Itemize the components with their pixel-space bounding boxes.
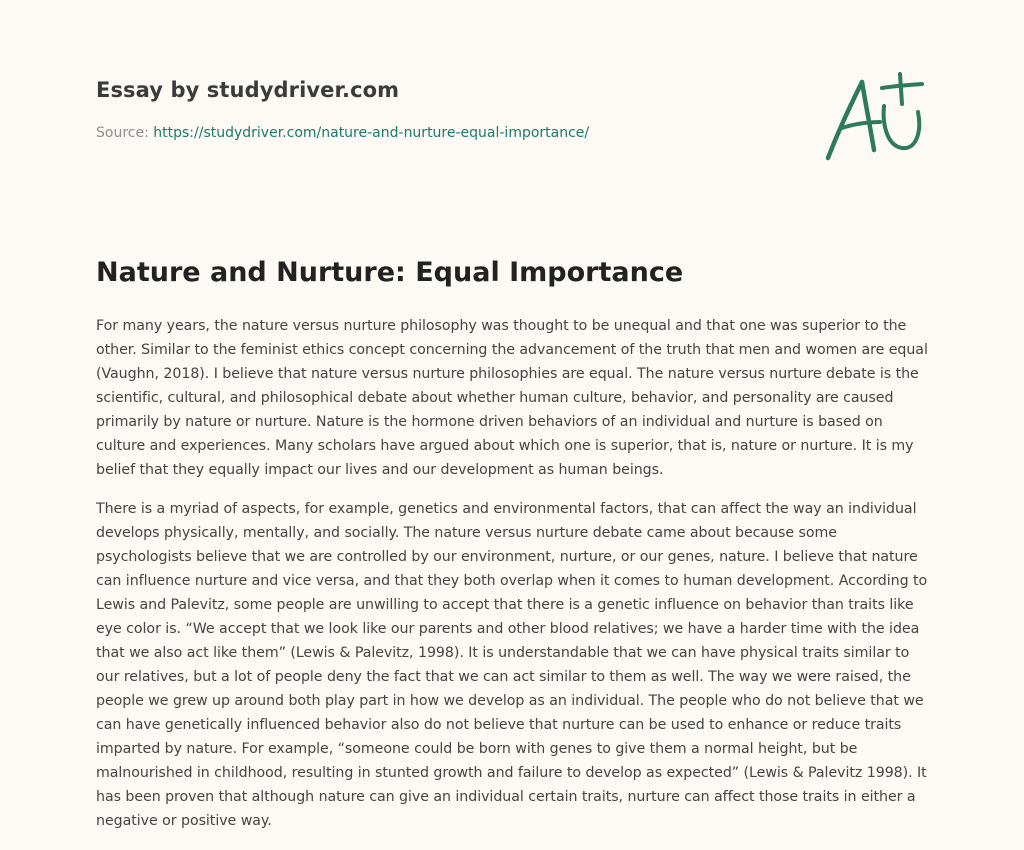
- article-body: [96, 314, 932, 848]
- source-link[interactable]: https://studydriver.com/nature-and-nurture-equal-importance/: [153, 125, 590, 141]
- document-header: [96, 76, 796, 143]
- article-title: Nature and Nurture: Equal Importance: [96, 257, 684, 288]
- brand-title: Essay by studydriver.com: [96, 78, 400, 102]
- paragraph: For many years, the nature versus nurture philosophy was thought to be unequal and that one was superior to the other. Similar to the feminist ethics concept concerning the advancement of the truth that men and women are equal (Vaughn, 2018). I believe that nature versus nurture philosophies are equal. The nature versus nurture debate is the scientific, cultural, and philosophical debate about whether human culture, behavior, and personality are caused primarily by nature or nurture. Nature is the hormone driven behaviors of an individual and nurture is based on culture and experiences. Many scholars have argued about which one is superior, that is, nature or nurture. It is my belief that they equally impact our lives and our development as human beings.: [96, 318, 928, 478]
- paragraph: There is a myriad of aspects, for example, genetics and environmental factors, that can affect the way an individual develops physically, mentally, and socially. The nature versus nurture debate came about because some psychologists believe that we are controlled by our environment, nurture, or our genes, nature. I believe that nature can influence nurture and vice versa, and that they both overlap when it comes to human development. According to Lewis and Palevitz, some people are unwilling to accept that there is a genetic influence on behavior than traits like eye color is. “We accept that we look like our parents and other blood relatives; we have a harder time with the idea that we also act like them” (Lewis & Palevitz, 1998). It is understandable that we can have physical traits similar to our relatives, but a lot of people deny the fact that we can act similar to them as well. The way we were raised, the people we grew up around both play part in how we develop as an individual. The people who do not believe that we can have genetically influenced behavior also do not believe that nurture can be used to enhance or reduce traits imparted by nature. For example, “someone could be born with genes to give them a normal height, but be malnourished in childhood, resulting in stunted growth and failure to develop as expected” (Lewis & Palevitz 1998). It has been proven that although nature can give an individual certain traits, nurture can affect those traits in either a negative or positive way.: [96, 501, 928, 829]
- source-label: Source:: [96, 125, 154, 141]
- a-plus-logo-icon: [818, 66, 928, 166]
- source-line: [96, 123, 796, 143]
